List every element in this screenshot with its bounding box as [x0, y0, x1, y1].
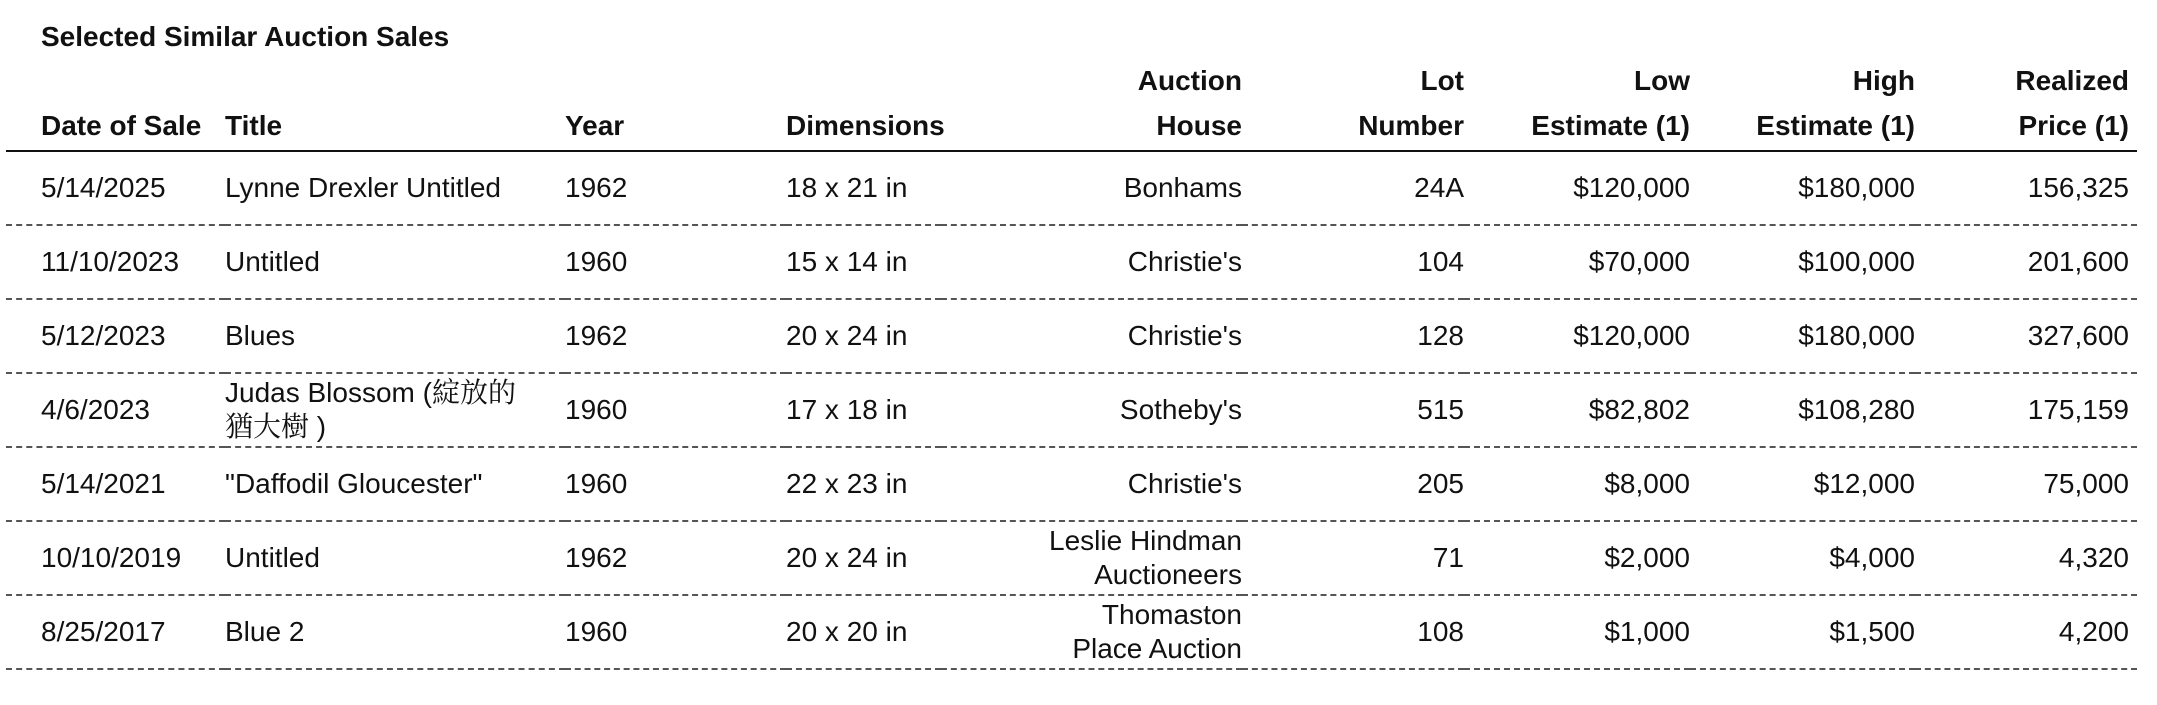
cell-dimensions: 22 x 23 in [786, 447, 941, 521]
cell-year: 1960 [565, 595, 786, 669]
cell-title [225, 595, 565, 669]
cell-auction-house [941, 151, 1242, 225]
cell-lot-number: 71 [1242, 521, 1464, 595]
cell-title [225, 299, 565, 373]
header-lot-number [1242, 58, 1464, 151]
cell-lot-number: 128 [1242, 299, 1464, 373]
cell-date: 4/6/2023 [6, 373, 225, 447]
cell-realized-price: 75,000 [1915, 447, 2137, 521]
cell-title-line1: Blue 2 [225, 616, 305, 647]
header-row [6, 58, 2137, 151]
table-row [6, 521, 2137, 595]
cell-auction-house [941, 225, 1242, 299]
cell-dimensions: 20 x 20 in [786, 595, 941, 669]
cell-low-estimate: $1,000 [1464, 595, 1690, 669]
cell-high-estimate: $4,000 [1690, 521, 1915, 595]
cell-lot-number: 515 [1242, 373, 1464, 447]
table-header [6, 58, 2137, 151]
cell-date: 5/12/2023 [6, 299, 225, 373]
cell-low-estimate: $120,000 [1464, 151, 1690, 225]
cell-year: 1962 [565, 299, 786, 373]
cell-house-line2: Auctioneers [1094, 559, 1242, 590]
header-date-label: Date of Sale [41, 110, 202, 141]
cell-title [225, 373, 565, 447]
cell-title-line1: "Daffodil Gloucester" [225, 468, 483, 499]
cell-lot-number: 24A [1242, 151, 1464, 225]
table-row [6, 225, 2137, 299]
cell-low-estimate: $120,000 [1464, 299, 1690, 373]
auction-sales-table [6, 58, 2137, 670]
cell-realized-price: 4,200 [1915, 595, 2137, 669]
header-auction-house [941, 58, 1242, 151]
cell-dimensions: 20 x 24 in [786, 299, 941, 373]
cell-auction-house [941, 373, 1242, 447]
cell-high-estimate: $1,500 [1690, 595, 1915, 669]
cell-house-line1: Thomaston [1101, 599, 1242, 630]
header-high-estimate [1690, 58, 1915, 151]
header-year [565, 58, 786, 151]
cell-house-line1: Leslie Hindman [1049, 525, 1242, 556]
cell-dimensions: 17 x 18 in [786, 373, 941, 447]
cell-title [225, 225, 565, 299]
cell-realized-price: 201,600 [1915, 225, 2137, 299]
cell-auction-house [941, 521, 1242, 595]
cell-house-line1: Christie's [1127, 468, 1242, 499]
cell-lot-number: 108 [1242, 595, 1464, 669]
cell-date: 10/10/2019 [6, 521, 225, 595]
header-low-line1: Low [1634, 65, 1690, 96]
table-row [6, 595, 2137, 669]
cell-title-line1: Judas Blossom (綻放的 [225, 377, 516, 408]
cell-realized-price: 327,600 [1915, 299, 2137, 373]
table-row [6, 299, 2137, 373]
cell-high-estimate: $180,000 [1690, 299, 1915, 373]
header-house-line1: Auction [1137, 65, 1242, 96]
header-high-line2: Estimate (1) [1756, 110, 1915, 141]
cell-date: 8/25/2017 [6, 595, 225, 669]
header-lot-line1: Lot [1420, 65, 1464, 96]
cell-lot-number: 205 [1242, 447, 1464, 521]
cell-date: 5/14/2025 [6, 151, 225, 225]
cell-low-estimate: $82,802 [1464, 373, 1690, 447]
header-dimensions [786, 58, 945, 151]
cell-house-line1: Bonhams [1123, 172, 1242, 203]
cell-house-line1: Christie's [1127, 246, 1242, 277]
cell-auction-house [941, 595, 1242, 669]
cell-year: 1960 [565, 225, 786, 299]
header-price-line1: Realized [2015, 65, 2129, 96]
cell-house-line1: Sotheby's [1119, 394, 1242, 425]
header-low-line2: Estimate (1) [1531, 110, 1690, 141]
header-price-line2: Price (1) [2018, 110, 2129, 141]
header-high-line1: High [1852, 65, 1915, 96]
cell-high-estimate: $108,280 [1690, 373, 1915, 447]
cell-title-line1: Untitled [225, 246, 320, 277]
cell-house-line2: Place Auction [1072, 633, 1242, 664]
table-row [6, 373, 2137, 447]
cell-dimensions: 18 x 21 in [786, 151, 941, 225]
header-date-of-sale [6, 58, 225, 151]
cell-auction-house [941, 447, 1242, 521]
cell-title [225, 521, 565, 595]
header-title-label: Title [225, 110, 283, 141]
cell-realized-price: 156,325 [1915, 151, 2137, 225]
cell-title-line1: Untitled [225, 542, 320, 573]
table-row [6, 151, 2137, 225]
cell-dimensions: 20 x 24 in [786, 521, 941, 595]
cell-lot-number: 104 [1242, 225, 1464, 299]
table-body [6, 151, 2137, 669]
cell-date: 11/10/2023 [6, 225, 225, 299]
cell-title [225, 447, 565, 521]
cell-house-line1: Christie's [1127, 320, 1242, 351]
cell-realized-price: 175,159 [1915, 373, 2137, 447]
header-title [225, 58, 565, 151]
cell-high-estimate: $100,000 [1690, 225, 1915, 299]
cell-realized-price: 4,320 [1915, 521, 2137, 595]
cell-title-line2: 猶大樹 ) [225, 411, 327, 442]
table-row [6, 447, 2137, 521]
cell-title [225, 151, 565, 225]
cell-year: 1960 [565, 373, 786, 447]
cell-year: 1962 [565, 521, 786, 595]
cell-high-estimate: $12,000 [1690, 447, 1915, 521]
header-dimensions-label: Dimensions [786, 110, 945, 141]
cell-low-estimate: $2,000 [1464, 521, 1690, 595]
cell-dimensions: 15 x 14 in [786, 225, 941, 299]
header-lot-line2: Number [1358, 110, 1464, 141]
header-realized-price [1915, 58, 2137, 151]
cell-low-estimate: $70,000 [1464, 225, 1690, 299]
header-house-line2: House [1156, 110, 1242, 141]
cell-date: 5/14/2021 [6, 447, 225, 521]
cell-year: 1960 [565, 447, 786, 521]
cell-auction-house [941, 299, 1242, 373]
header-low-estimate [1464, 58, 1690, 151]
page-title: Selected Similar Auction Sales [41, 21, 450, 52]
cell-title-line1: Blues [225, 320, 296, 351]
header-year-label: Year [565, 110, 625, 141]
cell-title-line1: Lynne Drexler Untitled [225, 172, 501, 203]
cell-high-estimate: $180,000 [1690, 151, 1915, 225]
cell-low-estimate: $8,000 [1464, 447, 1690, 521]
cell-year: 1962 [565, 151, 786, 225]
